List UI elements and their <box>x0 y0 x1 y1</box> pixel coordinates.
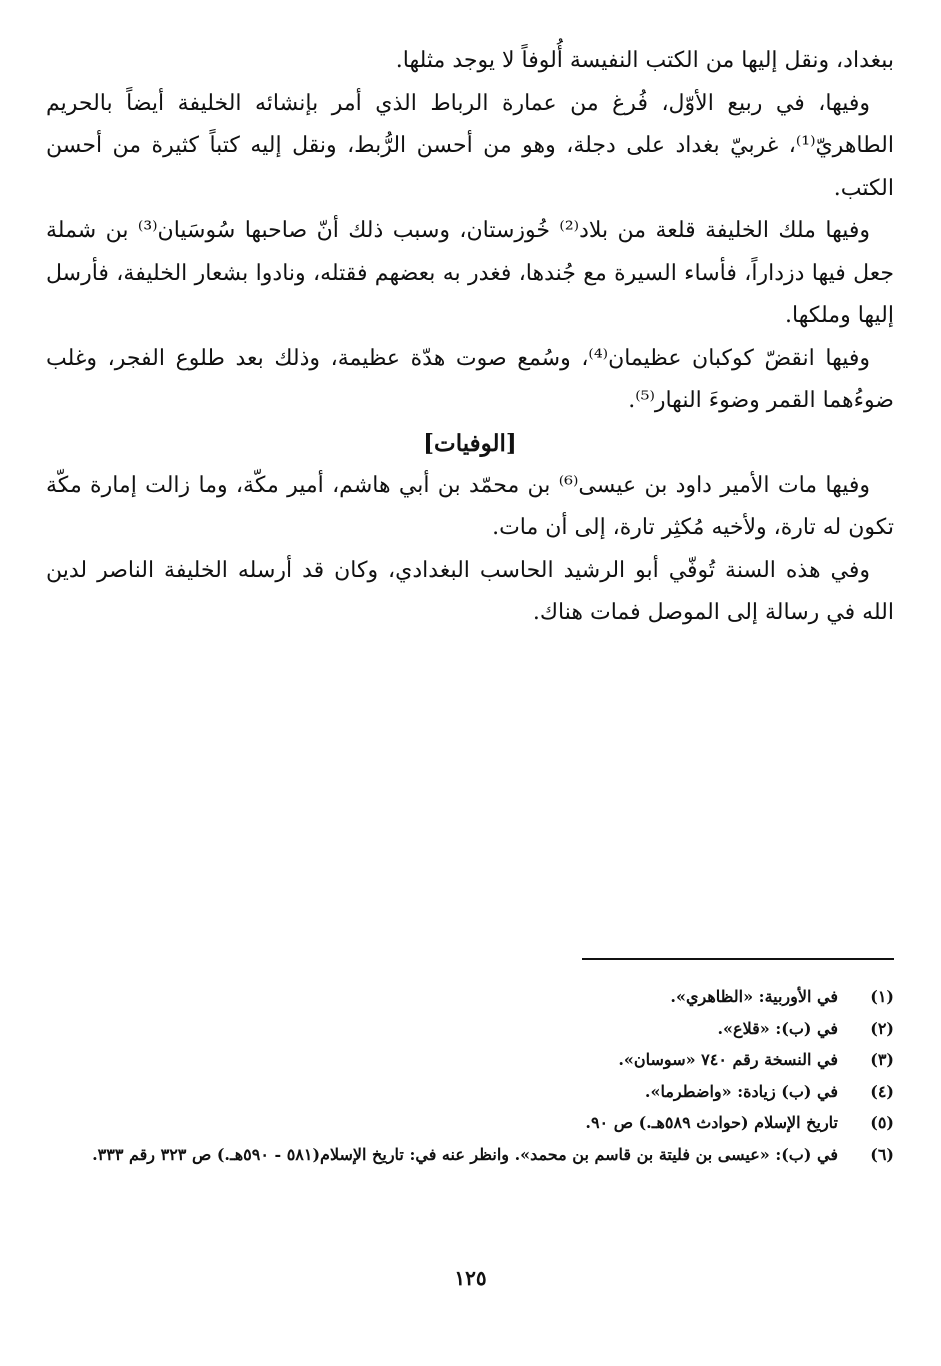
footnote-item <box>46 1107 894 1139</box>
footnote-text: تاريخ الإسلام (حوادث ٥٨٩هـ.) ص ٩٠. <box>585 1113 838 1132</box>
paragraph-6: وفي هذه السنة تُوفّي أبو الرشيد الحاسب البغدادي، وكان قد أرسله الخليفة الناصر لدين الله في رسالة إلى الموصل فمات هناك. <box>46 557 894 625</box>
footnote-item <box>46 1044 894 1076</box>
footnote-number: (٣) <box>870 1050 894 1069</box>
footnote-item <box>46 1013 894 1045</box>
paragraph-2: وفيها، في ربيع الأوّل، فُرغ من عمارة الرباط الذي أمر بإنشائه الخليفة أيضاً بالحريم الطاهريّ⁽¹⁾، غربيّ بغداد على دجلة، وهو من أحسن الرُّبط، ونقل إليه كتباً كثيرة من أحسن الكتب. <box>46 90 894 201</box>
paragraph-5: وفيها مات الأمير داود بن عيسى⁽⁶⁾ بن محمّد بن أبي هاشم، أمير مكّة، وما زالت إمارة مكّة تكون له تارة، ولأخيه مُكثِر تارة، إلى أن مات. <box>46 472 894 540</box>
section-heading: [الوفيات] <box>423 429 517 457</box>
page-number: ١٢٥ <box>454 1266 487 1290</box>
footnote-number: (١) <box>870 987 894 1006</box>
footnote-text: في الأوربية: «الظاهري». <box>670 987 838 1006</box>
footnote-number: (٥) <box>870 1113 894 1132</box>
footnote-number: (٦) <box>870 1144 894 1164</box>
paragraph-3: وفيها ملك الخليفة قلعة من بلاد⁽²⁾ خُوزستان، وسبب ذلك أنّ صاحبها سُوسَيان⁽³⁾ بن شملة جعل فيها دزداراً، فأساء السيرة مع جُندها، فغدر به بعضهم فقتله، ونادوا بشعار الخليفة، فأرسل إليها وملكها. <box>46 218 894 328</box>
footnote-divider <box>582 958 894 960</box>
paragraph-1: ببغداد، ونقل إليها من الكتب النفيسة أُلوفاً لا يوجد مثلها. <box>395 48 894 73</box>
footnote-text: في النسخة رقم ٧٤٠ «سوسان». <box>618 1050 838 1069</box>
footnote-item <box>46 1076 894 1108</box>
footnotes <box>46 981 894 1170</box>
footnote-item <box>46 981 894 1013</box>
main-text <box>46 40 894 635</box>
footnote-text: في (ب) زيادة: «واضطرما». <box>644 1081 838 1101</box>
footnote-text: في (ب): «قلاع». <box>717 1018 838 1038</box>
footnote-item <box>46 1139 894 1171</box>
footnote-text: في (ب): «عيسى بن فليتة بن قاسم بن محمد». وانظر عنه في: تاريخ الإسلام(٥٨١ - ٥٩٠هـ.) ص ٣٢٣ رقم ٣٣٣. <box>92 1144 838 1164</box>
paragraph-4: وفيها انقضّ كوكبان عظيمان⁽⁴⁾، وسُمع صوت هدّة عظيمة، وذلك بعد طلوع الفجر، وغلب ضوءُهما القمر وضوءَ النهار⁽⁵⁾. <box>46 345 894 413</box>
footnote-number: (٤) <box>870 1081 894 1101</box>
footnote-number: (٢) <box>870 1018 894 1038</box>
